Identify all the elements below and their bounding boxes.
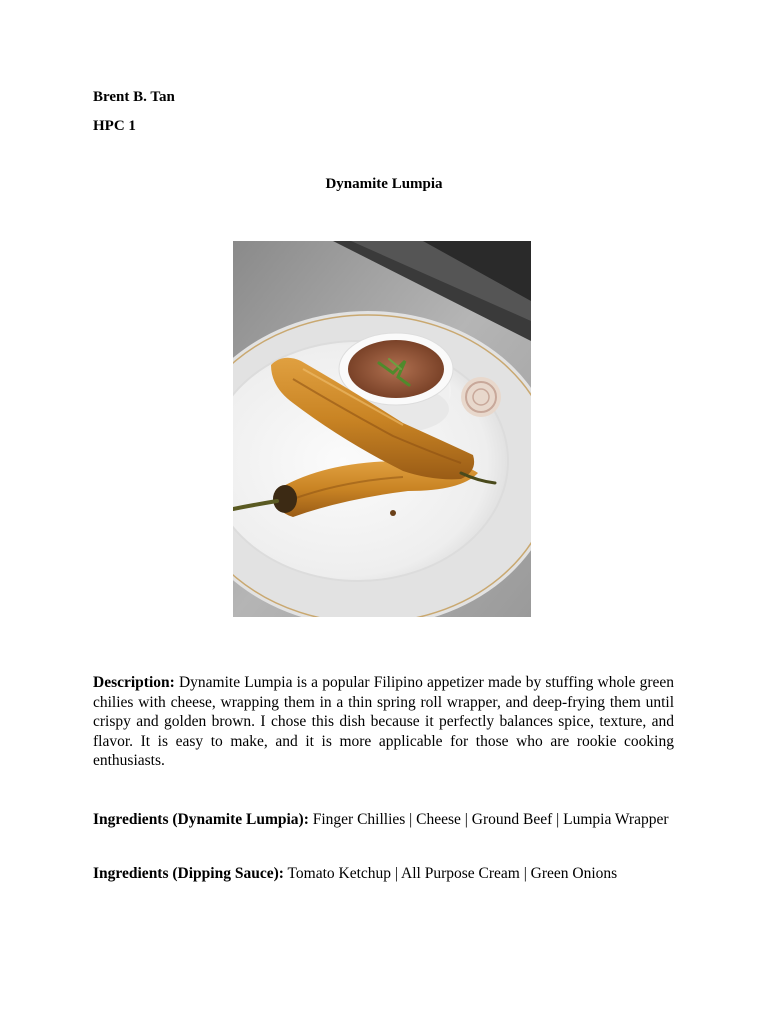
lumpia-ingredients-label: Ingredients (Dynamite Lumpia): [93,811,309,828]
sauce-ingredients-text: Tomato Ketchup | All Purpose Cream | Green Onions [283,865,618,882]
dish-photo [233,241,531,617]
description-paragraph [93,673,674,771]
lumpia-ingredients-text: Finger Chillies | Cheese | Ground Beef | Lumpia Wrapper [308,811,669,828]
author-name: Brent B. Tan [93,89,175,105]
document-title: Dynamite Lumpia [325,176,443,192]
description-text: Dynamite Lumpia is a popular Filipino appetizer made by stuffing whole green chilies with cheese, wrapping them in a thin spring roll wrapper, and deep-frying them until crispy and golden brown. I chose this dish because it perfectly balances spice, texture, and flavor. It is easy to make, and it is more applicable for those who are rookie cooking enthusiasts. [93,674,674,769]
lumpia-ingredients-paragraph [93,810,674,830]
sauce-ingredients-paragraph [93,864,674,884]
sauce-ingredients-label: Ingredients (Dipping Sauce): [93,865,284,882]
description-label: Description: [93,674,175,691]
course-code: HPC 1 [93,118,136,134]
